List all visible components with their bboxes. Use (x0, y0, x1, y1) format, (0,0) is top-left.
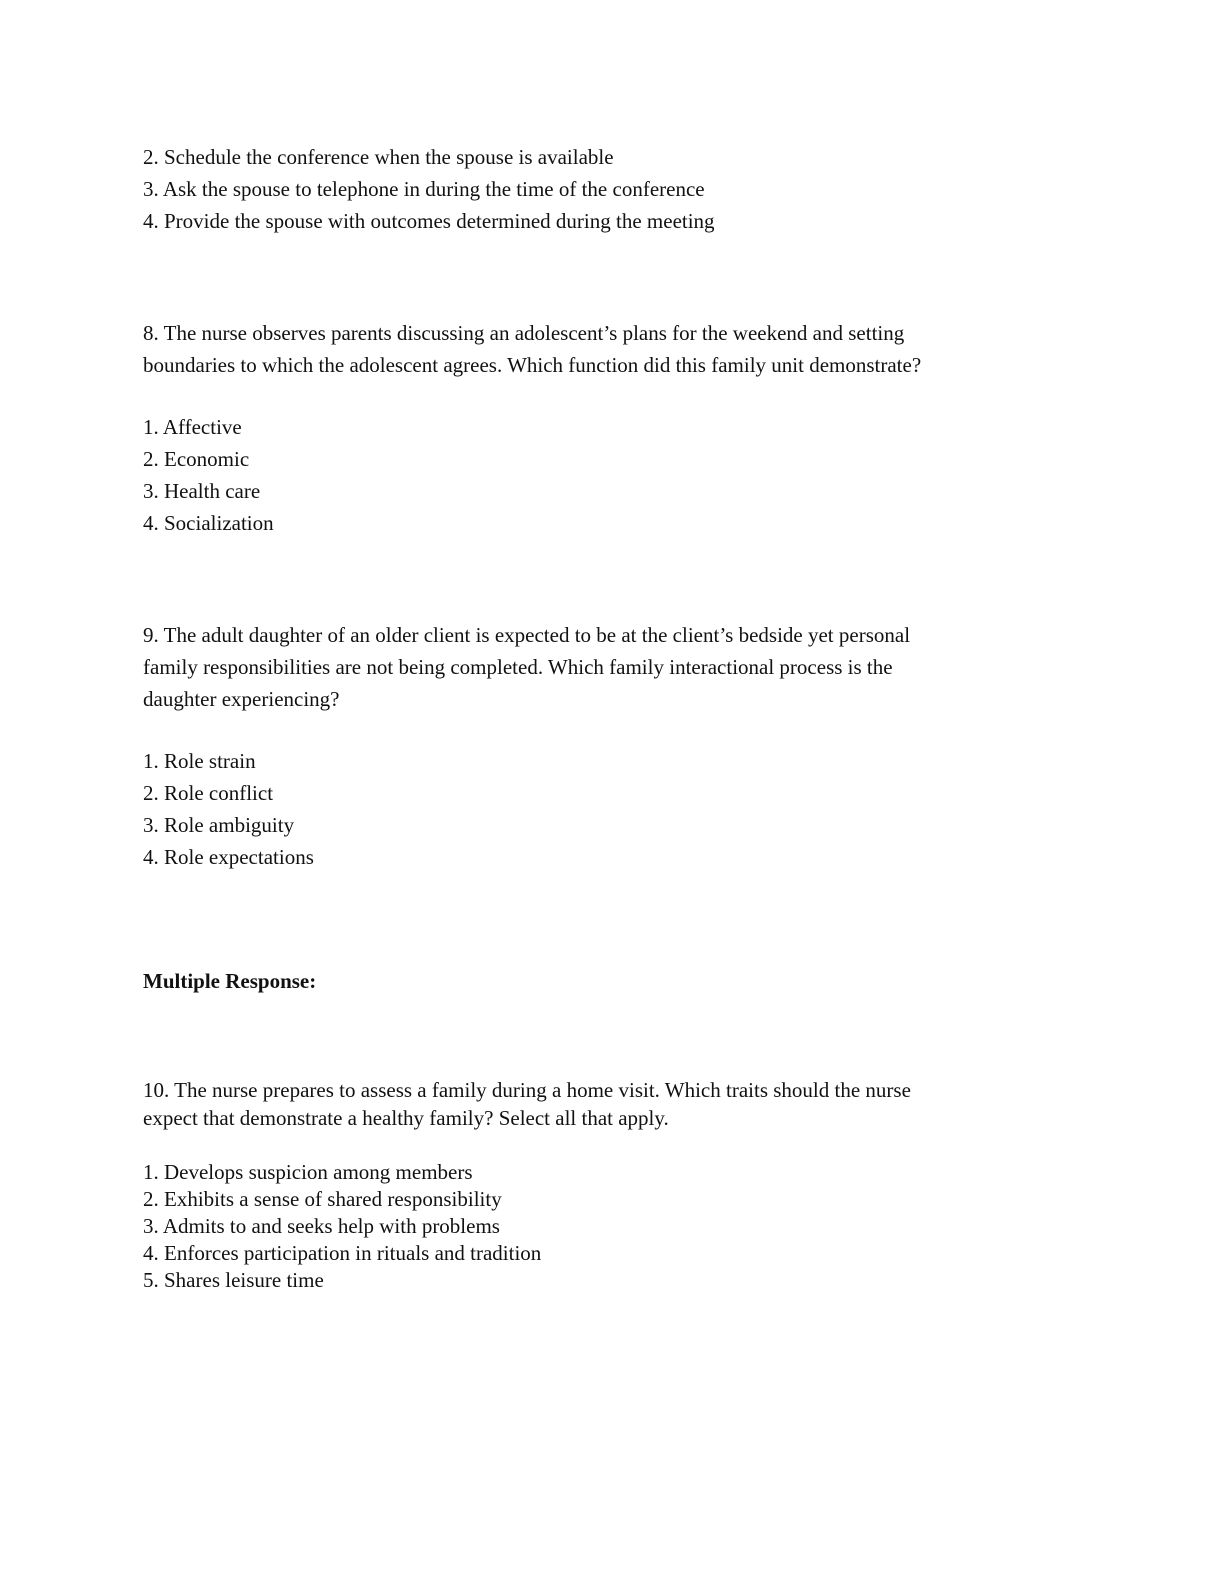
option: 4. Provide the spouse with outcomes determined during the meeting (143, 209, 715, 233)
question-text: daughter experiencing? (143, 687, 340, 711)
option: 2. Role conflict (143, 781, 274, 805)
option: 3. Admits to and seeks help with problems (143, 1214, 500, 1238)
question-10-options (143, 1159, 1043, 1294)
option: 3. Role ambiguity (143, 813, 295, 837)
question-9-stem (143, 619, 1043, 715)
option: 1. Develops suspicion among members (143, 1160, 473, 1184)
option: 4. Role expectations (143, 845, 314, 869)
option: 3. Health care (143, 479, 261, 503)
question-text: 8. The nurse observes parents discussing an adolescent’s plans for the weekend and setting (143, 321, 905, 345)
question-9-options (143, 745, 1043, 873)
option: 4. Socialization (143, 511, 274, 535)
question-text: expect that demonstrate a healthy family? Select all that apply. (143, 1106, 669, 1130)
question-text: 10. The nurse prepares to assess a family during a home visit. Which traits should the nurse (143, 1078, 911, 1102)
option: 2. Exhibits a sense of shared responsibility (143, 1187, 502, 1211)
option: 4. Enforces participation in rituals and tradition (143, 1241, 542, 1265)
carryover-options (143, 141, 1043, 237)
option: 1. Role strain (143, 749, 256, 773)
option: 2. Economic (143, 447, 250, 471)
question-8-stem (143, 317, 1043, 381)
question-text: 9. The adult daughter of an older client is expected to be at the client’s bedside yet personal (143, 623, 911, 647)
option: 1. Affective (143, 415, 242, 439)
question-8-options (143, 411, 1043, 539)
option: 5. Shares leisure time (143, 1268, 324, 1292)
question-text: boundaries to which the adolescent agrees. Which function did this family unit demonstrate? (143, 353, 922, 377)
section-heading: Multiple Response: (143, 969, 317, 993)
question-text: family responsibilities are not being completed. Which family interactional process is the (143, 655, 893, 679)
option: 3. Ask the spouse to telephone in during the time of the conference (143, 177, 705, 201)
question-10-stem (143, 1076, 1043, 1132)
option: 2. Schedule the conference when the spouse is available (143, 145, 614, 169)
